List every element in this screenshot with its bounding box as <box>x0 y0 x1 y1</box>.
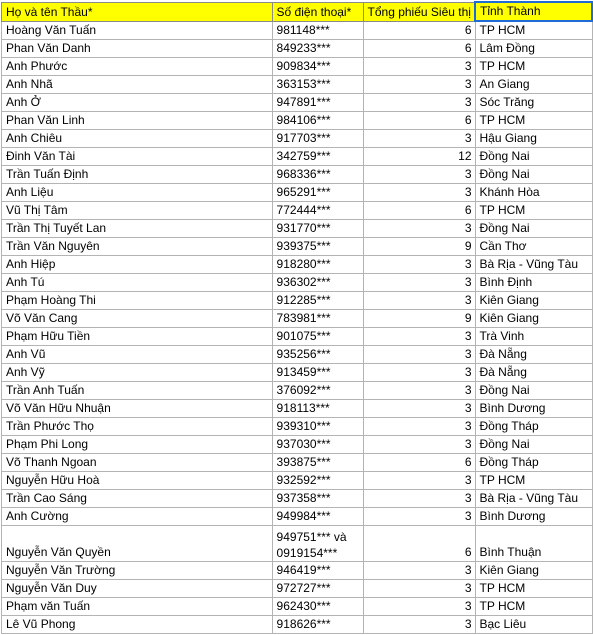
cell-total[interactable]: 3 <box>363 598 475 616</box>
cell-phone[interactable]: 849233*** <box>272 40 363 58</box>
cell-phone[interactable]: 363153*** <box>272 76 363 94</box>
cell-total[interactable]: 3 <box>363 292 475 310</box>
table-row <box>2 184 593 202</box>
table-row <box>2 418 593 436</box>
cell-name[interactable]: Nguyễn Văn Quyền <box>2 526 273 562</box>
cell-name[interactable]: Võ Văn Cang <box>2 310 273 328</box>
cell-total[interactable]: 3 <box>363 490 475 508</box>
cell-province[interactable]: Bình Thuận <box>475 526 592 562</box>
cell-total[interactable]: 3 <box>363 94 475 112</box>
cell-name[interactable]: Trần Phước Thọ <box>2 418 273 436</box>
cell-province[interactable]: An Giang <box>475 76 592 94</box>
table-row <box>2 220 593 238</box>
cell-province[interactable]: TP HCM <box>475 598 592 616</box>
cell-name[interactable]: Trần Văn Nguyên <box>2 238 273 256</box>
cell-phone[interactable]: 946419*** <box>272 562 363 580</box>
cell-province[interactable]: Trà Vinh <box>475 328 592 346</box>
cell-total[interactable]: 6 <box>363 202 475 220</box>
cell-province[interactable]: Kiên Giang <box>475 310 592 328</box>
cell-province[interactable]: TP HCM <box>475 58 592 76</box>
cell-province[interactable]: Lâm Đồng <box>475 40 592 58</box>
header-name[interactable]: Họ và tên Thầu* <box>2 2 273 21</box>
cell-province[interactable]: Cần Thơ <box>475 238 592 256</box>
cell-total[interactable]: 3 <box>363 382 475 400</box>
cell-province[interactable]: Kiên Giang <box>475 562 592 580</box>
table-row <box>2 310 593 328</box>
cell-total[interactable]: 3 <box>363 346 475 364</box>
cell-phone[interactable]: 918626*** <box>272 616 363 634</box>
cell-phone[interactable]: 984106*** <box>272 112 363 130</box>
cell-province[interactable]: TP HCM <box>475 580 592 598</box>
cell-name[interactable]: Lê Vũ Phong <box>2 616 273 634</box>
cell-phone[interactable]: 939310*** <box>272 418 363 436</box>
cell-province[interactable]: Đồng Nai <box>475 436 592 454</box>
cell-phone[interactable]: 376092*** <box>272 382 363 400</box>
cell-name[interactable]: Đinh Văn Tài <box>2 148 273 166</box>
cell-province[interactable]: Bạc Liêu <box>475 616 592 634</box>
cell-province[interactable]: Hậu Giang <box>475 130 592 148</box>
cell-name[interactable]: Võ Văn Hữu Nhuận <box>2 400 273 418</box>
cell-province[interactable]: Đồng Nai <box>475 148 592 166</box>
cell-name[interactable]: Trần Anh Tuấn <box>2 382 273 400</box>
cell-name[interactable]: Trần Thị Tuyết Lan <box>2 220 273 238</box>
cell-phone[interactable]: 936302*** <box>272 274 363 292</box>
table-row <box>2 382 593 400</box>
cell-total[interactable]: 3 <box>363 184 475 202</box>
cell-name[interactable]: Anh Vỹ <box>2 364 273 382</box>
cell-phone[interactable]: 393875*** <box>272 454 363 472</box>
cell-province[interactable]: Bà Rịa - Vũng Tàu <box>475 256 592 274</box>
cell-phone[interactable]: 937030*** <box>272 436 363 454</box>
table-row <box>2 40 593 58</box>
cell-total[interactable]: 9 <box>363 310 475 328</box>
table-row <box>2 562 593 580</box>
table-row <box>2 508 593 526</box>
cell-province[interactable]: TP HCM <box>475 202 592 220</box>
cell-name[interactable]: Nguyễn Hữu Hoà <box>2 472 273 490</box>
cell-total[interactable]: 6 <box>363 526 475 562</box>
cell-total[interactable]: 3 <box>363 436 475 454</box>
cell-total[interactable]: 3 <box>363 220 475 238</box>
cell-phone[interactable]: 965291*** <box>272 184 363 202</box>
cell-province[interactable]: TP HCM <box>475 21 592 40</box>
cell-total[interactable]: 9 <box>363 238 475 256</box>
table-row <box>2 94 593 112</box>
header-province[interactable]: Tỉnh Thành <box>475 2 592 21</box>
cell-total[interactable]: 6 <box>363 40 475 58</box>
cell-total[interactable]: 3 <box>363 364 475 382</box>
cell-province[interactable]: Bình Định <box>475 274 592 292</box>
cell-total[interactable]: 3 <box>363 400 475 418</box>
cell-total[interactable]: 3 <box>363 616 475 634</box>
cell-province[interactable]: Đồng Tháp <box>475 418 592 436</box>
cell-total[interactable]: 12 <box>363 148 475 166</box>
table-row <box>2 274 593 292</box>
cell-phone[interactable]: 968336*** <box>272 166 363 184</box>
cell-phone[interactable]: 935256*** <box>272 346 363 364</box>
table-row <box>2 58 593 76</box>
cell-province[interactable]: Đồng Nai <box>475 220 592 238</box>
table-row <box>2 526 593 562</box>
table-row <box>2 580 593 598</box>
table-row <box>2 148 593 166</box>
header-row-group <box>2 2 593 21</box>
table-row <box>2 21 593 40</box>
table-row <box>2 400 593 418</box>
cell-phone[interactable]: 901075*** <box>272 328 363 346</box>
header-total[interactable]: Tổng phiếu Siêu thị <box>363 2 475 21</box>
cell-phone[interactable]: 949984*** <box>272 508 363 526</box>
cell-name[interactable]: Phan Văn Linh <box>2 112 273 130</box>
cell-phone[interactable]: 932592*** <box>272 472 363 490</box>
cell-name[interactable]: Hoàng Văn Tuấn <box>2 21 273 40</box>
cell-name[interactable]: Anh Nhã <box>2 76 273 94</box>
cell-phone[interactable]: 939375*** <box>272 238 363 256</box>
table-row <box>2 472 593 490</box>
cell-phone[interactable]: 909834*** <box>272 58 363 76</box>
cell-province[interactable]: Đà Nẵng <box>475 346 592 364</box>
table-row <box>2 454 593 472</box>
cell-name[interactable]: Phạm Hoàng Thi <box>2 292 273 310</box>
cell-total[interactable]: 3 <box>363 418 475 436</box>
cell-total[interactable]: 3 <box>363 328 475 346</box>
table-row <box>2 76 593 94</box>
cell-total[interactable]: 3 <box>363 58 475 76</box>
table-row <box>2 616 593 634</box>
table-row <box>2 256 593 274</box>
cell-province[interactable]: Bình Dương <box>475 508 592 526</box>
cell-province[interactable]: Bình Dương <box>475 400 592 418</box>
cell-phone[interactable]: 913459*** <box>272 364 363 382</box>
cell-phone[interactable]: 931770*** <box>272 220 363 238</box>
cell-name[interactable]: Anh Phước <box>2 58 273 76</box>
cell-name[interactable]: Phạm Hữu Tiền <box>2 328 273 346</box>
cell-name[interactable]: Anh Tú <box>2 274 273 292</box>
cell-phone[interactable] <box>272 526 363 562</box>
cell-province[interactable]: Khánh Hòa <box>475 184 592 202</box>
cell-name[interactable]: Phan Văn Danh <box>2 40 273 58</box>
table-row <box>2 328 593 346</box>
cell-total[interactable]: 3 <box>363 508 475 526</box>
cell-name[interactable]: Nguyễn Văn Trường <box>2 562 273 580</box>
cell-name[interactable]: Vũ Thị Tâm <box>2 202 273 220</box>
table-row <box>2 202 593 220</box>
cell-province[interactable]: Đà Nẵng <box>475 364 592 382</box>
table-row <box>2 166 593 184</box>
cell-name[interactable]: Anh Chiêu <box>2 130 273 148</box>
cell-total[interactable]: 3 <box>363 166 475 184</box>
table-row <box>2 346 593 364</box>
table-row <box>2 598 593 616</box>
cell-province[interactable]: TP HCM <box>475 112 592 130</box>
cell-total[interactable]: 6 <box>363 112 475 130</box>
cell-phone[interactable]: 937358*** <box>272 490 363 508</box>
cell-name[interactable]: Anh Hiệp <box>2 256 273 274</box>
cell-province[interactable]: Bà Rịa - Vũng Tàu <box>475 490 592 508</box>
cell-phone[interactable]: 772444*** <box>272 202 363 220</box>
cell-name[interactable]: Anh Ở <box>2 94 273 112</box>
cell-phone[interactable]: 918280*** <box>272 256 363 274</box>
cell-phone[interactable]: 947891*** <box>272 94 363 112</box>
cell-total[interactable]: 3 <box>363 562 475 580</box>
cell-phone[interactable]: 962430*** <box>272 598 363 616</box>
cell-province[interactable]: Kiên Giang <box>475 292 592 310</box>
cell-name[interactable]: Phạm Phi Long <box>2 436 273 454</box>
header-row <box>2 2 593 21</box>
cell-total[interactable]: 3 <box>363 472 475 490</box>
cell-name[interactable]: Phạm văn Tuấn <box>2 598 273 616</box>
cell-total[interactable]: 6 <box>363 21 475 40</box>
cell-total[interactable]: 3 <box>363 274 475 292</box>
cell-phone[interactable]: 342759*** <box>272 148 363 166</box>
cell-total[interactable]: 3 <box>363 580 475 598</box>
header-phone[interactable]: Số điện thoại* <box>272 2 363 21</box>
cell-phone-text: 949751*** và 0919154*** <box>276 530 347 560</box>
table-body <box>2 21 593 634</box>
cell-name[interactable]: Anh Cường <box>2 508 273 526</box>
table-row <box>2 130 593 148</box>
cell-phone[interactable]: 912285*** <box>272 292 363 310</box>
cell-total[interactable]: 3 <box>363 76 475 94</box>
table-row <box>2 112 593 130</box>
table-row <box>2 238 593 256</box>
cell-province[interactable]: TP HCM <box>475 472 592 490</box>
cell-province[interactable]: Đồng Tháp <box>475 454 592 472</box>
contractor-table <box>1 1 593 634</box>
cell-name[interactable]: Trần Tuấn Định <box>2 166 273 184</box>
cell-name[interactable]: Trần Cao Sáng <box>2 490 273 508</box>
cell-phone[interactable]: 981148*** <box>272 21 363 40</box>
cell-phone[interactable]: 917703*** <box>272 130 363 148</box>
cell-province[interactable]: Sóc Trăng <box>475 94 592 112</box>
cell-total[interactable]: 3 <box>363 130 475 148</box>
cell-province[interactable]: Đồng Nai <box>475 382 592 400</box>
cell-phone[interactable]: 783981*** <box>272 310 363 328</box>
table-row <box>2 436 593 454</box>
cell-total[interactable]: 3 <box>363 256 475 274</box>
cell-total[interactable]: 6 <box>363 454 475 472</box>
table-row <box>2 364 593 382</box>
cell-phone[interactable]: 972727*** <box>272 580 363 598</box>
table-row <box>2 292 593 310</box>
cell-name[interactable]: Anh Vũ <box>2 346 273 364</box>
cell-name[interactable]: Nguyễn Văn Duy <box>2 580 273 598</box>
cell-name[interactable]: Anh Liệu <box>2 184 273 202</box>
cell-province[interactable]: Đồng Nai <box>475 166 592 184</box>
table-row <box>2 490 593 508</box>
cell-phone[interactable]: 918113*** <box>272 400 363 418</box>
cell-name[interactable]: Võ Thanh Ngoan <box>2 454 273 472</box>
